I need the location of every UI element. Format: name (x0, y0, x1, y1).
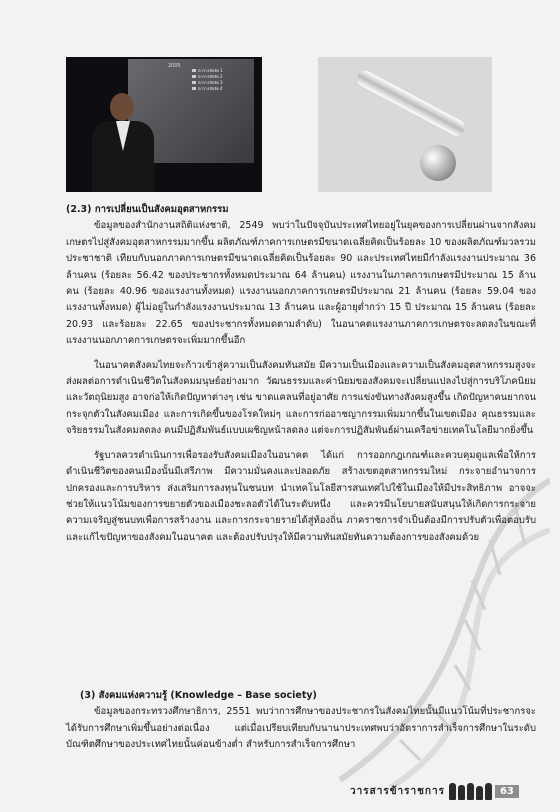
paragraph: รัฐบาลควรดำเนินการเพื่อรองรับสังคมเมืองในอนาคต ได้แก่ การออกกฎเกณฑ์และควบคุมดูแลเพื่อให้การดำเนินชีวิตของคนเมืองนั้นมีเสรีภาพ มีความมั่นคงและปลอดภัย สร้างเขตอุตสาหกรรมใหม่ กระจายอำนาจการปกครองและการบริหาร ส่งเสริมการลงทุนในชนบท นำเทคโนโลยีสารสนเทศไปใช้ในเมืองให้มีประสิทธิภาพ อาจจะช่วยให้แนวโน้มของการขยายตัวของเมืองชะลอตัวได้ในระดับหนึ่ง และควรมีนโยบายสนับสนุนให้เกิดการกระจายความเจริญสู่ชนบทเพื่อการสร้างงาน และการกระจายรายได้สู่ท้องถิ่น ภาคราชการจำเป็นต้องมีการปรับตัวเพื่อตอบรับและแก้ไขปัญหาของสังคมในอนาคต และต้องปรับปรุงให้มีความทันสมัยทันความต้องการของสังคมด้วย (66, 449, 536, 543)
page-number: 63 (495, 785, 519, 798)
paragraph: ข้อมูลของกระทรวงศึกษาธิการ, 2551 พบว่าการศึกษาของประชากรในสังคมไทยนั้นมีแนวโน้มที่ประชากรจะได้รับการศึกษาเพิ่มขึ้นอย่างต่อเนื่อง แต่เมื่อเปรียบเทียบกับนานาประเทศพบว่าอัตราการสำเร็จการศึกษาในระดับบัณฑิตศึกษาของประเทศไทยนั้นค่อนข้างต่ำ สำหรับการสำเร็จการศึกษา (66, 706, 536, 751)
presenter-head (110, 93, 134, 121)
photo-pipette (318, 57, 492, 192)
photo-presenter (66, 57, 262, 192)
people-silhouettes-icon (449, 783, 494, 800)
section-knowledge-society (66, 688, 536, 762)
paragraph: ในอนาคตสังคมไทยจะก้าวเข้าสู่ความเป็นสังคมทันสมัย มีความเป็นเมืองและความเป็นสังคมอุตสาหกรรมสูงจะส่งผลต่อการดำเนินชีวิตในสังคมมนุษย์อย่างมาก วัฒนธรรมและค่านิยมของสังคมจะเปลี่ยนแปลงไปสู่การบริโภคนิยมและวัตถุนิยมสูง อาจก่อให้เกิดปัญหาต่างๆ เช่น ขาดแคลนที่อยู่อาศัย การแข่งขันทางสังคมสูงขึ้น เกิดปัญหาคนยากจนกระจุกตัวในสังคมเมือง และการเกิดขึ้นของโรคใหม่ๆ และการก่ออาชญากรรมเพิ่มมากขึ้นในเขตเมือง คุณธรรมและจริยธรรมในสังคมลดลง คนมีปฏิสัมพันธ์แบบเผชิญหน้าลดลง แต่จะการปฏิสัมพันธ์ผ่านเครือข่ายเทคโนโลยีมากยิ่งขึ้น (66, 359, 537, 437)
chart-year: 2005 (168, 63, 181, 69)
section-heading (66, 688, 536, 704)
heading-text: (3) สังคมแห่งความรู้ (Knowledge – Base society) (80, 690, 317, 701)
legend-entry: ตารางปัจจัย 3 (192, 80, 250, 86)
legend-entry: ตารางปัจจัย 4 (192, 86, 250, 92)
legend-entry: ตารางปัจจัย 2 (192, 74, 250, 80)
pipette (354, 68, 467, 138)
chart-legend (192, 68, 250, 92)
journal-title: วารสารข้าราชการ (350, 786, 445, 797)
section-heading (66, 202, 536, 218)
droplet (420, 145, 456, 181)
heading-text: (2.3) การเปลี่ยนเป็นสังคมอุตสาหกรรม (66, 204, 229, 215)
legend-entry: ตารางปัจจัย 1 (192, 68, 250, 74)
paragraph: ข้อมูลของสำนักงานสถิติแห่งชาติ, 2549 พบว่าในปัจจุบันประเทศไทยอยู่ในยุคของการเปลี่ยนผ่านจากสังคมเกษตรไปสู่สังคมอุตสาหกรรมมากขึ้น ผลิตภัณฑ์ภาคการเกษตรมีขนาดเฉลี่ยคิดเป็นร้อยละ 10 ของผลิตภัณฑ์มวลรวมประชาชาติ เทียบกับนอกภาคการเกษตรมีขนาดเฉลี่ยคิดเป็นร้อยละ 90 และประเทศไทยมีกำลังแรงงานประมาณ 36 ล้านคน (ร้อยละ 56.42 ของประชากรทั้งหมดประมาณ 64 ล้านคน) แรงงานในภาคการเกษตรมีประมาณ 15 ล้านคน (ร้อยละ 40.96 ของแรงงานทั้งหมด) แรงงานนอกภาคการเกษตรมีประมาณ 21 ล้านคน (ร้อยละ 59.04 ของแรงงานทั้งหมด) ผู้ไม่อยู่ในกำลังแรงงานประมาณ 13 ล้านคน และผู้อายุต่ำกว่า 15 ปี ประมาณ 15 ล้านคน (ร้อยละ 20.93 และร้อยละ 22.65 ของประชากรทั้งหมดตามลำดับ) ในอนาคตแรงงานภาคการเกษตรจะลดลงในขณะที่แรงงานนอกภาคการเกษตรจะเพิ่มมากขึ้นอีก (66, 220, 536, 347)
page-footer (350, 783, 519, 800)
section-industrial-society (66, 202, 536, 554)
